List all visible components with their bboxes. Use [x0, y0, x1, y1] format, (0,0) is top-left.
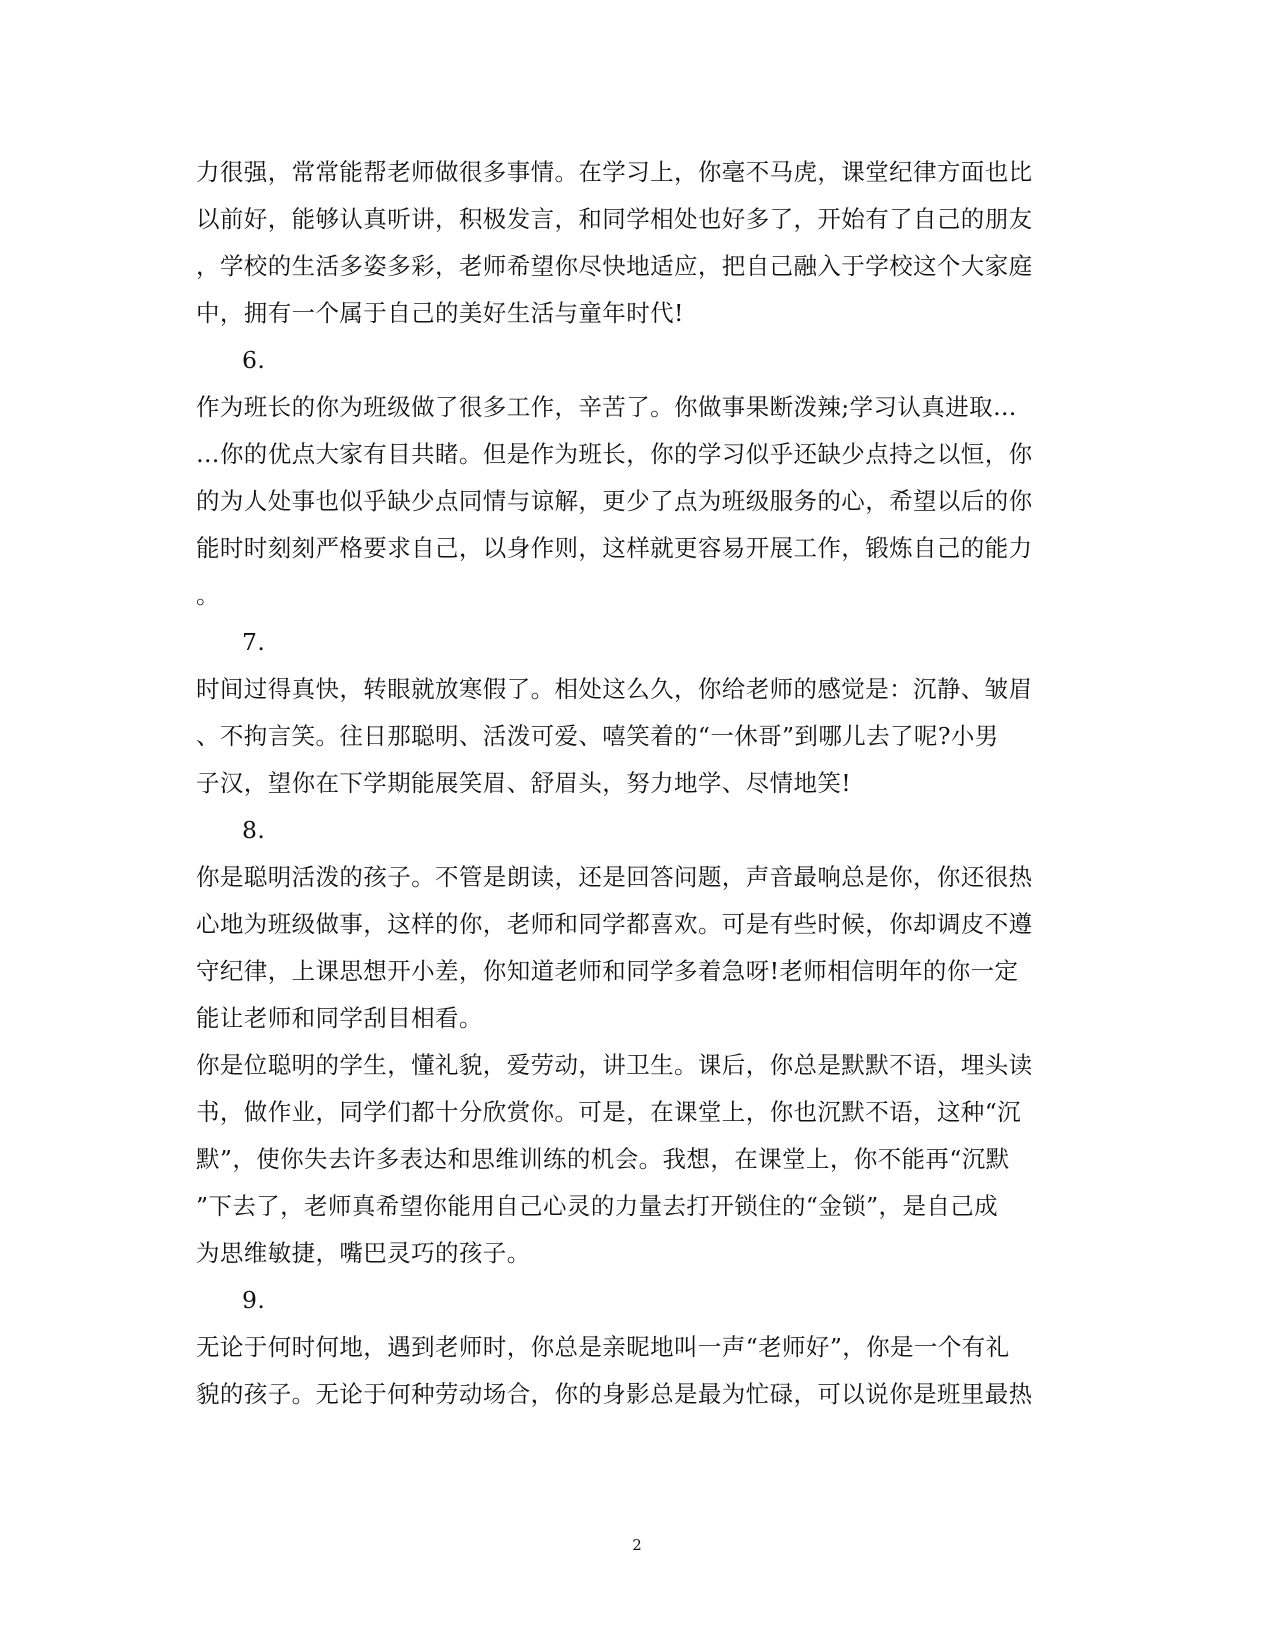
- text-line: 心地为班级做事，这样的你，老师和同学都喜欢。可是有些时候，你却调皮不遵: [196, 910, 1033, 938]
- text-line: 子汉，望你在下学期能展笑眉、舒眉头，努力地学、尽情地笑!: [196, 769, 852, 797]
- text-line: 力很强，常常能帮老师做很多事情。在学习上，你毫不马虎，课堂纪律方面也比: [196, 158, 1033, 186]
- text-line: 无论于何时何地，遇到老师时，你总是亲昵地叫一声“老师好”，你是一个有礼: [196, 1333, 1010, 1361]
- text-line: 你是位聪明的学生，懂礼貌，爱劳动，讲卫生。课后，你总是默默不语，埋头读: [196, 1051, 1033, 1079]
- text-line: 为思维敏捷，嘴巴灵巧的孩子。: [196, 1239, 531, 1267]
- text-line: ”下去了，老师真希望你能用自己心灵的力量去打开锁住的“金锁”，是自己成: [196, 1192, 999, 1220]
- text-line: 。: [196, 581, 220, 609]
- text-line: 作为班长的你为班级做了很多工作，辛苦了。你做事果断泼辣;学习认真进取…: [196, 393, 1017, 421]
- text-line: 你是聪明活泼的孩子。不管是朗读，还是回答问题，声音最响总是你，你还很热: [196, 863, 1033, 891]
- text-line: 的为人处事也似乎缺少点同情与谅解，更少了点为班级服务的心，希望以后的你: [196, 487, 1033, 515]
- text-line: 、不拘言笑。往日那聪明、活泼可爱、嘻笑着的“一休哥”到哪儿去了呢?小男: [196, 722, 999, 750]
- text-line: ，学校的生活多姿多彩，老师希望你尽快地适应，把自己融入于学校这个大家庭: [196, 252, 1033, 280]
- text-line: 书，做作业，同学们都十分欣赏你。可是，在课堂上，你也沉默不语，这种“沉: [196, 1098, 1022, 1126]
- text-line: 时间过得真快，转眼就放寒假了。相处这么久，你给老师的感觉是：沉静、皱眉: [196, 675, 1033, 703]
- item-number: 9.: [242, 1286, 266, 1314]
- text-line: …你的优点大家有目共睹。但是作为班长，你的学习似乎还缺少点持之以恒，你: [196, 440, 1033, 468]
- text-line: 以前好，能够认真听讲，积极发言，和同学相处也好多了，开始有了自己的朋友: [196, 205, 1033, 233]
- item-number: 8.: [242, 816, 266, 844]
- item-number: 7.: [242, 628, 266, 656]
- text-line: 能让老师和同学刮目相看。: [196, 1004, 483, 1032]
- text-line: 能时时刻刻严格要求自己，以身作则，这样就更容易开展工作，锻炼自己的能力: [196, 534, 1033, 562]
- text-line: 默”，使你失去许多表达和思维训练的机会。我想，在课堂上，你不能再“沉默: [196, 1145, 1010, 1173]
- text-line: 中，拥有一个属于自己的美好生活与童年时代!: [196, 299, 684, 327]
- page-number: 2: [632, 1536, 642, 1554]
- text-line: 守纪律，上课思想开小差，你知道老师和同学多着急呀!老师相信明年的你一定: [196, 957, 1019, 985]
- item-number: 6.: [242, 346, 266, 374]
- text-line: 貌的孩子。无论于何种劳动场合，你的身影总是最为忙碌，可以说你是班里最热: [196, 1380, 1033, 1408]
